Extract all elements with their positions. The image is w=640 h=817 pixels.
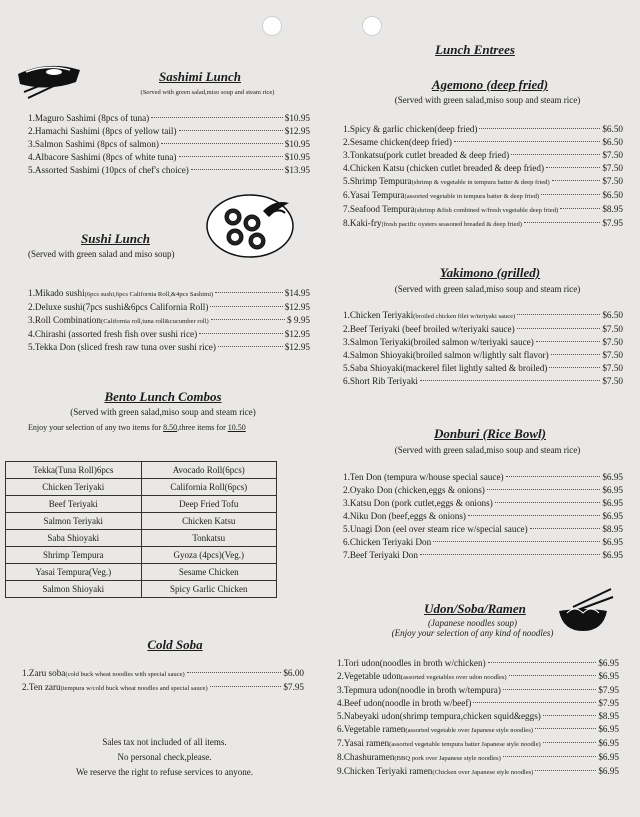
udon-note-1: (Japanese noodles soup) bbox=[428, 618, 517, 628]
menu-item-name: 7.Beef Teriyaki Don bbox=[343, 550, 418, 560]
cold-soba-item bbox=[22, 667, 304, 681]
menu-item-price: $10.95 bbox=[284, 152, 310, 162]
sashimi-item bbox=[28, 125, 310, 138]
menu-item-price: $12.95 bbox=[284, 302, 310, 312]
dot-leader bbox=[218, 346, 283, 347]
sashimi-list bbox=[28, 112, 310, 177]
menu-item-description: (fresh pacific oysters seasoned breaded & deep fried) bbox=[381, 221, 522, 228]
menu-item-name: 1.Maguro Sashimi (8pcs of tuna) bbox=[28, 113, 150, 123]
bento-row bbox=[6, 462, 277, 479]
menu-item-name: 4.Salmon Shioyaki(broiled salmon w/lightly salt flavor) bbox=[343, 350, 549, 360]
donburi-title: Donburi (Rice Bowl) bbox=[434, 426, 546, 441]
donburi-item bbox=[343, 536, 623, 549]
bento-option: Avocado Roll(6pcs) bbox=[141, 462, 277, 479]
dot-leader bbox=[211, 319, 285, 320]
bento-option: Yasai Tempura(Veg.) bbox=[6, 564, 142, 581]
bento-row bbox=[6, 479, 277, 496]
menu-item-description: (cold buck wheat noodles with special sauce) bbox=[65, 671, 185, 678]
menu-item-name: 8.Kaki-fry bbox=[343, 218, 382, 228]
menu-item-price: $7.50 bbox=[602, 363, 623, 373]
menu-item-name: 4.Chicken Katsu (chicken cutlet breaded & deep fried) bbox=[343, 163, 545, 173]
dot-leader bbox=[543, 715, 596, 716]
binder-hole-left bbox=[262, 16, 282, 36]
sashimi-item bbox=[28, 164, 310, 177]
menu-item-description: (California roll,tuna roll&cucumber roll) bbox=[101, 318, 209, 325]
menu-item-price: $7.50 bbox=[602, 350, 623, 360]
bento-option: Chicken Katsu bbox=[141, 513, 277, 530]
yakimono-item bbox=[343, 309, 623, 323]
udon-item bbox=[337, 723, 619, 737]
dot-leader bbox=[535, 770, 596, 771]
menu-item-price: $7.50 bbox=[602, 337, 623, 347]
sashimi-item bbox=[28, 151, 310, 164]
menu-item-price: $6.95 bbox=[598, 738, 619, 748]
menu-item-price: $7.95 bbox=[598, 698, 619, 708]
bento-two-price: 8.50 bbox=[163, 423, 178, 432]
bento-row bbox=[6, 496, 277, 513]
menu-item-name: 2.Beef Teriyaki (beef broiled w/teriyaki sauce) bbox=[343, 324, 515, 334]
binder-hole-right bbox=[362, 16, 382, 36]
dot-leader bbox=[179, 130, 283, 131]
menu-item-description: (BBQ pork over Japanese style noodles) bbox=[394, 755, 501, 762]
footer-refuse-note: We reserve the right to refuse services to anyone. bbox=[76, 767, 253, 777]
dot-leader bbox=[420, 554, 600, 555]
menu-item-name: 1.Ten Don (tempura w/house special sauce) bbox=[343, 472, 504, 482]
menu-item-name: 1.Chicken Teriyaki bbox=[343, 310, 414, 320]
agemono-item bbox=[343, 189, 623, 203]
udon-title: Udon/Soba/Ramen bbox=[424, 601, 526, 616]
dot-leader bbox=[420, 380, 600, 381]
menu-item-price: $7.50 bbox=[602, 324, 623, 334]
bento-row bbox=[6, 513, 277, 530]
bento-title: Bento Lunch Combos bbox=[104, 389, 222, 404]
dot-leader bbox=[541, 194, 600, 195]
dot-leader bbox=[511, 154, 600, 155]
menu-item-name: 4.Chirashi (assorted fresh fish over sushi rice) bbox=[28, 329, 198, 339]
menu-item-price: $6.00 bbox=[283, 668, 304, 678]
menu-item-price: $8.95 bbox=[598, 711, 619, 721]
bento-option: Shrimp Tempura bbox=[6, 547, 142, 564]
menu-item-price: $6.95 bbox=[602, 472, 623, 482]
dot-leader bbox=[535, 728, 596, 729]
bento-combo-table bbox=[5, 461, 277, 598]
dot-leader bbox=[506, 476, 601, 477]
cold-soba-item bbox=[22, 681, 304, 695]
udon-item bbox=[337, 751, 619, 765]
menu-item-name: 5.Assorted Sashimi (10pcs of chef's choice) bbox=[28, 165, 189, 175]
menu-item-price: $10.95 bbox=[284, 113, 310, 123]
agemono-item bbox=[343, 123, 623, 136]
agemono-item bbox=[343, 175, 623, 189]
sushi-item bbox=[28, 328, 310, 341]
dot-leader bbox=[543, 742, 597, 743]
menu-item-name: 3.Salmon Teriyaki(broiled salmon w/teriyaki sauce) bbox=[343, 337, 534, 347]
dot-leader bbox=[503, 756, 597, 757]
menu-item-name: 2.Deluxe sushi(7pcs sushi&6pcs California Roll) bbox=[28, 302, 209, 312]
bento-option: Tonkatsu bbox=[141, 530, 277, 547]
agemono-item bbox=[343, 217, 623, 231]
donburi-item bbox=[343, 510, 623, 523]
bento-option: Saba Shioyaki bbox=[6, 530, 142, 547]
menu-item-name: 3.Tepmura udon(noodle in broth w/tempura) bbox=[337, 685, 501, 695]
dot-leader bbox=[560, 208, 600, 209]
bento-option: Chicken Teriyaki bbox=[6, 479, 142, 496]
menu-item-price: $14.95 bbox=[284, 288, 310, 298]
menu-item-price: $6.95 bbox=[598, 766, 619, 776]
menu-item-price: $7.95 bbox=[602, 218, 623, 228]
dot-leader bbox=[546, 167, 600, 168]
menu-item-price: $7.95 bbox=[283, 682, 304, 692]
udon-item bbox=[337, 765, 619, 779]
menu-item-name: 3.Roll Combination bbox=[28, 315, 101, 325]
menu-item-name: 3.Salmon Sashimi (8pcs of salmon) bbox=[28, 139, 159, 149]
dot-leader bbox=[433, 541, 600, 542]
menu-item-description: (6pcs sushi,6pcs California Roll,&4pcs Sashimi) bbox=[84, 291, 214, 298]
bento-enjoy-text: Enjoy your selection of any two items for bbox=[28, 423, 164, 432]
udon-item bbox=[337, 697, 619, 710]
menu-item-name: 1.Zaru soba bbox=[22, 668, 66, 678]
menu-item-price: $6.50 bbox=[602, 137, 623, 147]
donburi-item bbox=[343, 497, 623, 510]
menu-item-name: 3.Tonkatsu(pork cutlet breaded & deep fried) bbox=[343, 150, 510, 160]
dot-leader bbox=[495, 502, 601, 503]
dot-leader bbox=[524, 222, 600, 223]
agemono-item bbox=[343, 149, 623, 162]
dot-leader bbox=[488, 662, 597, 663]
menu-item-price: $6.95 bbox=[602, 485, 623, 495]
bento-option: Gyoza (4pcs)(Veg.) bbox=[141, 547, 277, 564]
bento-option: California Roll(6pcs) bbox=[141, 479, 277, 496]
menu-item-name: 2.Sesame chicken(deep fried) bbox=[343, 137, 452, 147]
menu-item-price: $10.95 bbox=[284, 139, 310, 149]
cold-soba-title: Cold Soba bbox=[147, 637, 203, 652]
dot-leader bbox=[191, 169, 283, 170]
menu-item-price: $6.95 bbox=[598, 658, 619, 668]
agemono-list bbox=[343, 123, 623, 231]
menu-item-description: (assorted vegetable in tempura batter & deep fried) bbox=[404, 193, 540, 200]
menu-item-description: (assorted vegetables over udon noodles) bbox=[400, 674, 507, 681]
menu-item-name: 4.Niku Don (beef,eggs & onions) bbox=[343, 511, 466, 521]
menu-item-name: 7.Yasai ramen bbox=[337, 738, 390, 748]
dot-leader bbox=[454, 141, 600, 142]
sushi-item bbox=[28, 287, 310, 301]
menu-item-price: $7.50 bbox=[602, 176, 623, 186]
bento-option: Salmon Shioyaki bbox=[6, 581, 142, 598]
udon-item bbox=[337, 670, 619, 684]
dot-leader bbox=[468, 515, 600, 516]
menu-item-description: (assorted vegetable tempura batter Japanese style noodle) bbox=[389, 741, 541, 748]
menu-item-name: 6.Vegetable ramen bbox=[337, 724, 406, 734]
yakimono-served-note: (Served with green salad,miso soup and steam rice) bbox=[394, 284, 581, 294]
yakimono-list bbox=[343, 309, 623, 388]
yakimono-item bbox=[343, 375, 623, 388]
dot-leader bbox=[473, 702, 596, 703]
sashimi-plate-illustration bbox=[14, 52, 82, 106]
yakimono-item bbox=[343, 323, 623, 336]
menu-item-price: $13.95 bbox=[284, 165, 310, 175]
yakimono-item bbox=[343, 349, 623, 362]
dot-leader bbox=[536, 341, 601, 342]
yakimono-title: Yakimono (grilled) bbox=[439, 265, 541, 280]
bento-option: Sesame Chicken bbox=[141, 564, 277, 581]
menu-item-name: 5.Tekka Don (sliced fresh raw tuna over sushi rice) bbox=[28, 342, 216, 352]
menu-item-name: 6.Short Rib Teriyaki bbox=[343, 376, 418, 386]
dot-leader bbox=[210, 686, 282, 687]
menu-item-price: $6.95 bbox=[602, 498, 623, 508]
dot-leader bbox=[179, 156, 283, 157]
menu-item-name: 1.Mikado sushi bbox=[28, 288, 85, 298]
agemono-served-note: (Served with green salad,miso soup and steam rice) bbox=[394, 95, 581, 105]
menu-item-name: 1.Tori udon(noodles in broth w/chicken) bbox=[337, 658, 486, 668]
menu-item-price: $12.95 bbox=[284, 342, 310, 352]
bento-row bbox=[6, 530, 277, 547]
dot-leader bbox=[151, 117, 283, 118]
dot-leader bbox=[215, 292, 282, 293]
menu-item-price: $6.50 bbox=[602, 124, 623, 134]
dot-leader bbox=[517, 328, 601, 329]
menu-item-description: (tempura w/cold buck wheat noodles and special sauce) bbox=[60, 685, 208, 692]
donburi-item bbox=[343, 523, 623, 536]
menu-item-price: $8.95 bbox=[602, 524, 623, 534]
dot-leader bbox=[517, 314, 600, 315]
sushi-item bbox=[28, 314, 310, 328]
footer-notes bbox=[22, 735, 307, 780]
bento-option: Salmon Teriyaki bbox=[6, 513, 142, 530]
menu-item-name: 2.Oyako Don (chicken,eggs & onions) bbox=[343, 485, 485, 495]
menu-item-price: $6.95 bbox=[602, 550, 623, 560]
bento-row bbox=[6, 564, 277, 581]
bento-served-note: (Served with green salad,miso soup and steam rice) bbox=[70, 407, 256, 417]
bento-row bbox=[6, 581, 277, 598]
menu-item-price: $6.95 bbox=[598, 671, 619, 681]
dot-leader bbox=[479, 128, 600, 129]
agemono-item bbox=[343, 136, 623, 149]
menu-item-name: 3.Katsu Don (pork cutlet,eggs & onions) bbox=[343, 498, 493, 508]
menu-item-price: $7.50 bbox=[602, 150, 623, 160]
footer-check-note: No personal check,please. bbox=[117, 752, 212, 762]
menu-item-name: 8.Chashuramen bbox=[337, 752, 395, 762]
menu-item-name: 2.Ten zaru bbox=[22, 682, 61, 692]
bento-option: Beef Teriyaki bbox=[6, 496, 142, 513]
footer-tax-note: Sales tax not included of all items. bbox=[102, 737, 227, 747]
menu-item-price: $6.50 bbox=[602, 310, 623, 320]
bento-option: Deep Fried Tofu bbox=[141, 496, 277, 513]
lunch-entrees-title: Lunch Entrees bbox=[435, 42, 515, 57]
dot-leader bbox=[549, 367, 600, 368]
sushi-item bbox=[28, 301, 310, 314]
dot-leader bbox=[161, 143, 283, 144]
menu-item-name: 4.Albacore Sashimi (8pcs of white tuna) bbox=[28, 152, 177, 162]
menu-item-description: (shrimp &fish combined w/fresh vegetable deep fried) bbox=[414, 207, 559, 214]
menu-item-description: (assorted vegetable over Japanese style noodles) bbox=[405, 727, 533, 734]
sushi-served-note: (Served with green salad and miso soup) bbox=[28, 249, 175, 259]
menu-item-price: $7.95 bbox=[598, 685, 619, 695]
sashimi-served-note: (Served with green salad,miso soup and steam rice) bbox=[140, 89, 275, 96]
udon-item bbox=[337, 710, 619, 723]
menu-item-price: $6.50 bbox=[602, 190, 623, 200]
donburi-list bbox=[343, 471, 623, 562]
donburi-item bbox=[343, 549, 623, 562]
menu-item-name: 1.Spicy & garlic chicken(deep fried) bbox=[343, 124, 478, 134]
bento-option: Spicy Garlic Chicken bbox=[141, 581, 277, 598]
menu-item-price: $6.95 bbox=[598, 752, 619, 762]
cold-soba-list bbox=[22, 667, 304, 695]
udon-note-2: (Enjoy your selection of any kind of noodles) bbox=[391, 628, 554, 638]
menu-item-price: $7.50 bbox=[602, 163, 623, 173]
menu-item-price: $ 9.95 bbox=[287, 315, 310, 325]
menu-item-name: 9.Chicken Teriyaki ramen bbox=[337, 766, 433, 776]
menu-item-name: 2.Hamachi Sashimi (8pcs of yellow tail) bbox=[28, 126, 177, 136]
sashimi-item bbox=[28, 138, 310, 151]
menu-item-name: 6.Chicken Teriyaki Don bbox=[343, 537, 432, 547]
donburi-served-note: (Served with green salad,miso soup and steam rice) bbox=[394, 445, 581, 455]
menu-item-price: $12.95 bbox=[284, 329, 310, 339]
yakimono-item bbox=[343, 362, 623, 375]
menu-item-name: 5.Unagi Don (eel over steam rice w/special sauce) bbox=[343, 524, 528, 534]
sushi-list bbox=[28, 287, 310, 354]
dot-leader bbox=[210, 306, 282, 307]
menu-item-name: 5.Shrimp Tempura bbox=[343, 176, 412, 186]
dot-leader bbox=[551, 354, 601, 355]
menu-item-name: 6.Yasai Tempura bbox=[343, 190, 405, 200]
menu-item-description: (broiled chicken filet w/teriyaki sauce) bbox=[413, 313, 516, 320]
udon-item bbox=[337, 657, 619, 670]
bento-three-price: 10.50 bbox=[227, 423, 246, 432]
menu-item-price: $12.95 bbox=[284, 126, 310, 136]
dot-leader bbox=[509, 675, 597, 676]
udon-item bbox=[337, 737, 619, 751]
sashimi-item bbox=[28, 112, 310, 125]
sashimi-lunch-title: Sashimi Lunch bbox=[158, 69, 241, 84]
menu-item-name: 5.Saba Shioyaki(mackerel filet lightly salted & broiled) bbox=[343, 363, 548, 373]
sushi-lunch-title: Sushi Lunch bbox=[80, 231, 150, 246]
menu-item-price: $6.95 bbox=[598, 724, 619, 734]
bento-enjoy-line bbox=[28, 423, 310, 432]
donburi-item bbox=[343, 471, 623, 484]
udon-item bbox=[337, 684, 619, 697]
yakimono-item bbox=[343, 336, 623, 349]
agemono-item bbox=[343, 162, 623, 175]
bento-row bbox=[6, 547, 277, 564]
dot-leader bbox=[530, 528, 601, 529]
menu-item-price: $6.95 bbox=[602, 537, 623, 547]
bento-enjoy-mid: ,three items for bbox=[177, 423, 228, 432]
menu-item-price: $6.95 bbox=[602, 511, 623, 521]
menu-item-name: 7.Seafood Tempura bbox=[343, 204, 415, 214]
dot-leader bbox=[187, 672, 282, 673]
sushi-item bbox=[28, 341, 310, 354]
agemono-item bbox=[343, 203, 623, 217]
donburi-item bbox=[343, 484, 623, 497]
dot-leader bbox=[199, 333, 283, 334]
agemono-title: Agemono (deep fried) bbox=[431, 77, 549, 92]
sushi-rolls-illustration bbox=[205, 193, 295, 259]
menu-item-name: 4.Beef udon(noodle in broth w/beef) bbox=[337, 698, 472, 708]
dot-leader bbox=[552, 180, 601, 181]
menu-item-name: 5.Nabeyaki udon(shrimp tempura,chicken squid&eggs) bbox=[337, 711, 541, 721]
menu-item-name: 2.Vegetable udon bbox=[337, 671, 401, 681]
dot-leader bbox=[487, 489, 600, 490]
dot-leader bbox=[503, 689, 596, 690]
menu-item-price: $7.50 bbox=[602, 376, 623, 386]
menu-item-description: (Chicken over Japanese style noodles) bbox=[432, 769, 534, 776]
bento-option: Tekka(Tuna Roll)6pcs bbox=[6, 462, 142, 479]
udon-list bbox=[337, 657, 619, 779]
menu-item-description: (shrimp & vegetable in tempura batter & deep fried) bbox=[411, 179, 550, 186]
menu-item-price: $8.95 bbox=[602, 204, 623, 214]
